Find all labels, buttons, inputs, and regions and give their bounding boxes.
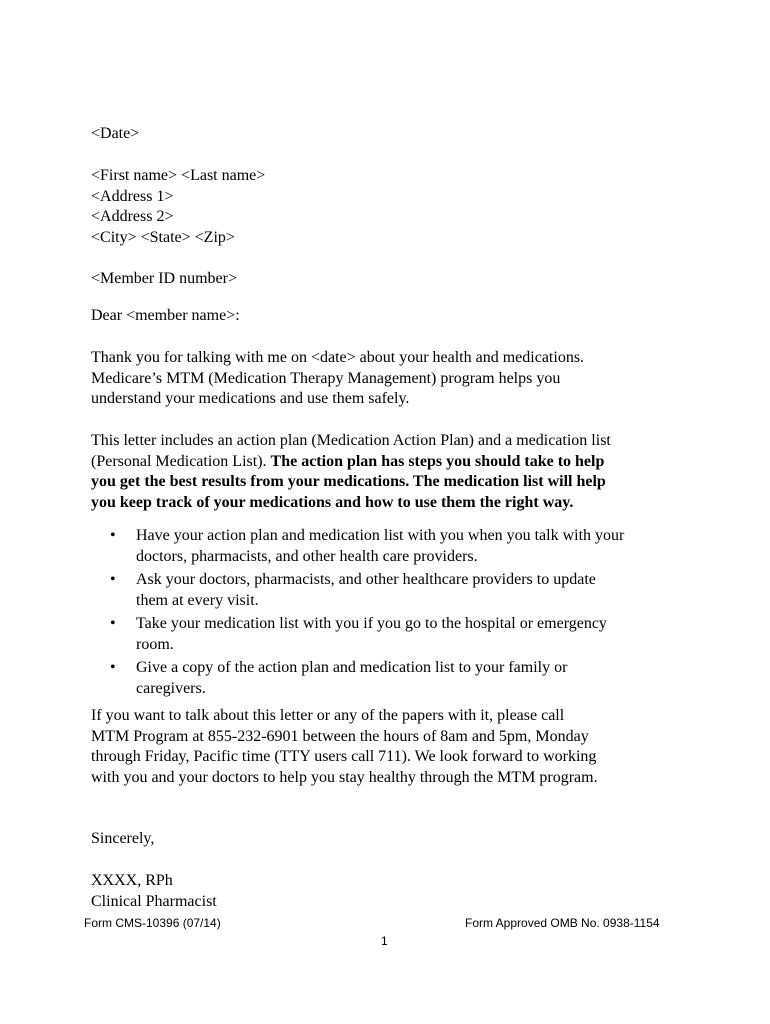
paragraph-line: with you and your doctors to help you stay healthy through the MTM program. xyxy=(91,768,598,786)
date-text: <Date> xyxy=(91,125,140,142)
list-item xyxy=(88,526,688,567)
paragraph-text: (Personal Medication List). xyxy=(91,452,271,470)
form-number-text: Form CMS-10396 (07/14) xyxy=(84,916,221,930)
recipient-address-block xyxy=(91,166,265,248)
paragraph-line: through Friday, Pacific time (TTY users call 711). We look forward to working xyxy=(91,748,597,765)
bullet-icon: • xyxy=(110,615,116,632)
recipient-name: <First name> <Last name> xyxy=(91,167,266,184)
bullet-icon: • xyxy=(110,571,116,588)
footer-form-number xyxy=(84,915,221,931)
paragraph-line: This letter includes an action plan (Medication Action Plan) and a medication list xyxy=(91,432,611,449)
closing xyxy=(91,829,154,850)
list-item xyxy=(88,614,688,655)
bullet-icon: • xyxy=(110,659,116,676)
paragraph-line: understand your medications and use them safely. xyxy=(91,390,410,407)
signature-block xyxy=(91,871,217,912)
list-item-line: room. xyxy=(136,635,174,653)
list-item-line: Give a copy of the action plan and medication list to your family or xyxy=(136,659,568,676)
bullet-icon: • xyxy=(110,527,116,544)
paragraph-bold-text: The action plan has steps you should take to help xyxy=(270,452,605,470)
omb-number-text: Form Approved OMB No. 0938-1154 xyxy=(465,916,660,930)
paragraph-bold-line: you keep track of your medications and how to use them the right way. xyxy=(91,493,574,511)
paragraph-bold-line: you get the best results from your medications. The medication list will help xyxy=(91,473,606,490)
recipient-address2: <Address 2> xyxy=(91,208,174,225)
letter-date xyxy=(91,124,139,145)
list-item xyxy=(88,570,688,611)
paragraph-line xyxy=(91,452,611,473)
page-number xyxy=(381,933,388,949)
list-item xyxy=(88,658,688,699)
paragraph-line: If you want to talk about this letter or any of the papers with it, please call xyxy=(91,707,565,724)
paragraph-line: MTM Program at 855-232-6901 between the hours of 8am and 5pm, Monday xyxy=(91,727,589,745)
closing-text: Sincerely, xyxy=(91,830,155,847)
member-id xyxy=(91,269,237,290)
list-item-line: Have your action plan and medication list with you when you talk with your xyxy=(136,527,625,544)
signature-title: Clinical Pharmacist xyxy=(91,892,217,910)
list-item-line: caregivers. xyxy=(136,679,206,697)
paragraph-contact xyxy=(91,706,598,788)
paragraph-line: Thank you for talking with me on <date> about your health and medications. xyxy=(91,349,585,366)
list-item-line: Take your medication list with you if you go to the hospital or emergency xyxy=(136,615,607,632)
page-number-text: 1 xyxy=(381,934,388,948)
bullet-list xyxy=(88,526,688,699)
member-id-text: <Member ID number> xyxy=(91,270,238,287)
salutation-text: Dear <member name>: xyxy=(91,307,240,324)
list-item-line: them at every visit. xyxy=(136,591,259,609)
paragraph-intro xyxy=(91,348,584,410)
list-item-line: doctors, pharmacists, and other health care providers. xyxy=(136,547,478,565)
signature-name: XXXX, RPh xyxy=(91,872,173,889)
paragraph-action-plan xyxy=(91,431,611,513)
list-item-line: Ask your doctors, pharmacists, and other healthcare providers to update xyxy=(136,571,596,588)
recipient-city-state-zip: <City> <State> <Zip> xyxy=(91,228,235,246)
recipient-address1: <Address 1> xyxy=(91,187,174,205)
salutation xyxy=(91,306,240,327)
paragraph-line: Medicare’s MTM (Medication Therapy Management) program helps you xyxy=(91,369,561,387)
footer-omb-number xyxy=(465,915,660,931)
